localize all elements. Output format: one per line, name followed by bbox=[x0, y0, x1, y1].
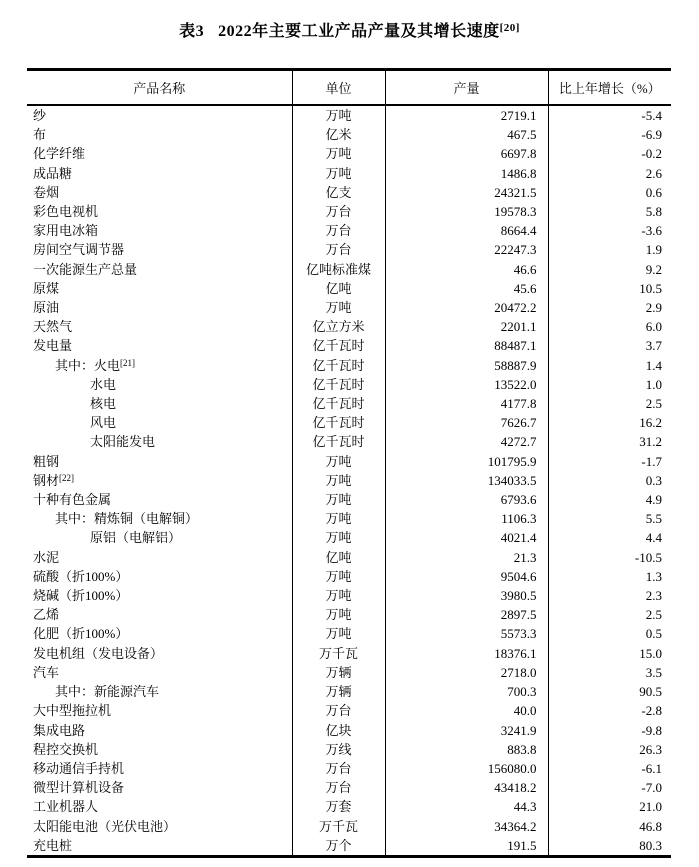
growth-value: 3.7 bbox=[645, 338, 662, 354]
growth-value: -2.8 bbox=[641, 703, 662, 719]
product-name: 化肥（折100%） bbox=[27, 624, 292, 643]
growth-value: 2.6 bbox=[645, 165, 662, 181]
table-row bbox=[27, 317, 671, 336]
product-name: 粗钢 bbox=[27, 452, 292, 471]
growth-value: 31.2 bbox=[639, 434, 662, 450]
unit-value: 亿千瓦时 bbox=[292, 432, 385, 451]
table-row bbox=[27, 183, 671, 202]
growth-value: 21.0 bbox=[639, 799, 662, 815]
output-value: 18376.1 bbox=[385, 644, 548, 663]
output-value: 1486.8 bbox=[385, 164, 548, 183]
product-name: 彩色电视机 bbox=[27, 202, 292, 221]
unit-value: 万台 bbox=[292, 778, 385, 797]
product-name: 家用电冰箱 bbox=[27, 221, 292, 240]
growth-value: -0.2 bbox=[641, 146, 662, 162]
growth-value: 26.3 bbox=[639, 741, 662, 757]
growth-value: 2.5 bbox=[645, 607, 662, 623]
growth-value: 0.5 bbox=[645, 626, 662, 642]
output-value: 13522.0 bbox=[385, 375, 548, 394]
footnote-ref: [21] bbox=[120, 357, 136, 368]
product-name: 原煤 bbox=[27, 279, 292, 298]
product-name: 汽车 bbox=[27, 663, 292, 682]
table-row bbox=[27, 797, 671, 816]
product-name: 微型计算机设备 bbox=[27, 778, 292, 797]
unit-value: 万台 bbox=[292, 759, 385, 778]
table-row bbox=[27, 144, 671, 163]
header-output: 产量 bbox=[385, 70, 548, 106]
table-row bbox=[27, 394, 671, 413]
header-product-name: 产品名称 bbox=[27, 70, 292, 106]
output-value: 4177.8 bbox=[385, 394, 548, 413]
table-row bbox=[27, 490, 671, 509]
unit-value: 亿千瓦时 bbox=[292, 413, 385, 432]
product-name: 集成电路 bbox=[27, 721, 292, 740]
table-row bbox=[27, 279, 671, 298]
footnote-ref: [22] bbox=[59, 472, 75, 483]
output-value: 44.3 bbox=[385, 797, 548, 816]
growth-value: 4.4 bbox=[645, 530, 662, 546]
unit-value: 万千瓦 bbox=[292, 644, 385, 663]
table-row bbox=[27, 644, 671, 663]
product-name: 化学纤维 bbox=[27, 144, 292, 163]
table-row bbox=[27, 336, 671, 355]
unit-value: 亿立方米 bbox=[292, 317, 385, 336]
output-value: 22247.3 bbox=[385, 240, 548, 259]
output-value: 58887.9 bbox=[385, 356, 548, 375]
unit-value: 万吨 bbox=[292, 105, 385, 125]
table-body bbox=[27, 105, 671, 856]
growth-value: -5.4 bbox=[641, 108, 662, 123]
unit-value: 万台 bbox=[292, 202, 385, 221]
table-row bbox=[27, 125, 671, 144]
table-row bbox=[27, 509, 671, 528]
output-value: 43418.2 bbox=[385, 778, 548, 797]
output-value: 2897.5 bbox=[385, 605, 548, 624]
table-row bbox=[27, 701, 671, 720]
product-name: 一次能源生产总量 bbox=[27, 260, 292, 279]
output-value: 467.5 bbox=[385, 125, 548, 144]
unit-value: 万吨 bbox=[292, 298, 385, 317]
table-row bbox=[27, 413, 671, 432]
product-name: 程控交换机 bbox=[27, 740, 292, 759]
table-row bbox=[27, 164, 671, 183]
table-row bbox=[27, 759, 671, 778]
output-value: 34364.2 bbox=[385, 817, 548, 836]
table-row bbox=[27, 105, 671, 125]
unit-value: 万吨 bbox=[292, 605, 385, 624]
unit-value: 万吨 bbox=[292, 452, 385, 471]
table-row bbox=[27, 240, 671, 259]
unit-value: 亿吨 bbox=[292, 279, 385, 298]
product-name: 风电 bbox=[27, 413, 292, 432]
unit-value: 万吨 bbox=[292, 586, 385, 605]
growth-value: 2.3 bbox=[645, 588, 662, 604]
table-row bbox=[27, 356, 671, 375]
table-row bbox=[27, 548, 671, 567]
unit-value: 万千瓦 bbox=[292, 817, 385, 836]
growth-value: 80.3 bbox=[639, 837, 662, 853]
product-name: 卷烟 bbox=[27, 183, 292, 202]
unit-value: 亿吨标准煤 bbox=[292, 260, 385, 279]
product-name: 其中：新能源汽车 bbox=[27, 682, 292, 701]
growth-value: 9.2 bbox=[645, 261, 662, 277]
product-name: 烧碱（折100%） bbox=[27, 586, 292, 605]
growth-value: 3.5 bbox=[645, 664, 662, 680]
unit-value: 万吨 bbox=[292, 164, 385, 183]
product-name: 乙烯 bbox=[27, 605, 292, 624]
growth-value: 1.0 bbox=[645, 376, 662, 392]
growth-value: -7.0 bbox=[641, 780, 662, 796]
output-value: 88487.1 bbox=[385, 336, 548, 355]
product-name: 原油 bbox=[27, 298, 292, 317]
output-value: 6793.6 bbox=[385, 490, 548, 509]
unit-value: 万台 bbox=[292, 221, 385, 240]
table-row bbox=[27, 298, 671, 317]
unit-value: 万吨 bbox=[292, 144, 385, 163]
output-value: 46.6 bbox=[385, 260, 548, 279]
growth-value: 2.9 bbox=[645, 300, 662, 316]
growth-value: 10.5 bbox=[639, 280, 662, 296]
product-name: 原铝（电解铝） bbox=[27, 528, 292, 547]
output-value: 2201.1 bbox=[385, 317, 548, 336]
growth-value: -1.7 bbox=[641, 453, 662, 469]
table-row bbox=[27, 452, 671, 471]
product-name: 核电 bbox=[27, 394, 292, 413]
growth-value: 1.4 bbox=[645, 357, 662, 373]
growth-value: -6.1 bbox=[641, 760, 662, 776]
table-row bbox=[27, 432, 671, 451]
product-name: 成品糖 bbox=[27, 164, 292, 183]
industrial-output-table bbox=[27, 68, 671, 858]
output-value: 6697.8 bbox=[385, 144, 548, 163]
growth-value: 5.8 bbox=[645, 204, 662, 220]
product-name: 十种有色金属 bbox=[27, 490, 292, 509]
unit-value: 万台 bbox=[292, 240, 385, 259]
growth-value: -9.8 bbox=[641, 722, 662, 738]
output-value: 4272.7 bbox=[385, 432, 548, 451]
output-value: 191.5 bbox=[385, 836, 548, 857]
product-name: 纱 bbox=[27, 105, 292, 125]
table-row bbox=[27, 260, 671, 279]
unit-value: 万吨 bbox=[292, 471, 385, 490]
product-name: 布 bbox=[27, 125, 292, 144]
table-row bbox=[27, 375, 671, 394]
page-title bbox=[0, 0, 699, 41]
unit-value: 亿块 bbox=[292, 721, 385, 740]
product-name: 硫酸（折100%） bbox=[27, 567, 292, 586]
unit-value: 万台 bbox=[292, 701, 385, 720]
growth-value: 2.5 bbox=[645, 396, 662, 412]
product-name: 发电量 bbox=[27, 336, 292, 355]
unit-value: 亿千瓦时 bbox=[292, 336, 385, 355]
unit-value: 万套 bbox=[292, 797, 385, 816]
table-row bbox=[27, 605, 671, 624]
unit-value: 亿千瓦时 bbox=[292, 356, 385, 375]
growth-value: 16.2 bbox=[639, 415, 662, 431]
growth-value: 0.3 bbox=[645, 472, 662, 488]
unit-value: 亿米 bbox=[292, 125, 385, 144]
output-value: 156080.0 bbox=[385, 759, 548, 778]
growth-value: 15.0 bbox=[639, 645, 662, 661]
output-value: 20472.2 bbox=[385, 298, 548, 317]
unit-value: 万吨 bbox=[292, 509, 385, 528]
output-value: 21.3 bbox=[385, 548, 548, 567]
table-row bbox=[27, 471, 671, 490]
unit-value: 万吨 bbox=[292, 624, 385, 643]
growth-value: 0.6 bbox=[645, 184, 662, 200]
product-name: 水泥 bbox=[27, 548, 292, 567]
output-value: 3241.9 bbox=[385, 721, 548, 740]
table-row bbox=[27, 567, 671, 586]
unit-value: 亿支 bbox=[292, 183, 385, 202]
title-text: 2022年主要工业产品产量及其增长速度 bbox=[218, 23, 500, 40]
table-row bbox=[27, 586, 671, 605]
table-row bbox=[27, 778, 671, 797]
output-value: 19578.3 bbox=[385, 202, 548, 221]
table-row bbox=[27, 202, 671, 221]
output-value: 2718.0 bbox=[385, 663, 548, 682]
output-value: 4021.4 bbox=[385, 528, 548, 547]
unit-value: 亿千瓦时 bbox=[292, 375, 385, 394]
growth-value: 90.5 bbox=[639, 684, 662, 700]
header-growth: 比上年增长（%） bbox=[548, 70, 671, 106]
table-number: 表3 bbox=[179, 23, 205, 40]
output-value: 700.3 bbox=[385, 682, 548, 701]
product-name: 太阳能发电 bbox=[27, 432, 292, 451]
table-row bbox=[27, 221, 671, 240]
product-name: 太阳能电池（光伏电池） bbox=[27, 817, 292, 836]
output-value: 7626.7 bbox=[385, 413, 548, 432]
growth-value: 4.9 bbox=[645, 492, 662, 508]
table-row bbox=[27, 836, 671, 857]
growth-value: -3.6 bbox=[641, 223, 662, 239]
output-value: 2719.1 bbox=[385, 105, 548, 125]
table-row bbox=[27, 817, 671, 836]
product-name: 房间空气调节器 bbox=[27, 240, 292, 259]
output-value: 9504.6 bbox=[385, 567, 548, 586]
product-name: 大中型拖拉机 bbox=[27, 701, 292, 720]
output-value: 45.6 bbox=[385, 279, 548, 298]
table-row bbox=[27, 740, 671, 759]
unit-value: 万吨 bbox=[292, 490, 385, 509]
unit-value: 万线 bbox=[292, 740, 385, 759]
output-value: 40.0 bbox=[385, 701, 548, 720]
growth-value: -6.9 bbox=[641, 127, 662, 143]
output-value: 3980.5 bbox=[385, 586, 548, 605]
unit-value: 万吨 bbox=[292, 528, 385, 547]
output-value: 5573.3 bbox=[385, 624, 548, 643]
unit-value: 万个 bbox=[292, 836, 385, 857]
growth-value: 1.3 bbox=[645, 568, 662, 584]
product-name: 其中：精炼铜（电解铜） bbox=[27, 509, 292, 528]
unit-value: 万辆 bbox=[292, 682, 385, 701]
output-value: 1106.3 bbox=[385, 509, 548, 528]
output-value: 8664.4 bbox=[385, 221, 548, 240]
growth-value: -10.5 bbox=[634, 549, 662, 565]
growth-value: 46.8 bbox=[639, 818, 662, 834]
output-value: 883.8 bbox=[385, 740, 548, 759]
header-unit: 单位 bbox=[292, 70, 385, 106]
product-name: 水电 bbox=[27, 375, 292, 394]
header-row bbox=[27, 70, 671, 106]
table-row bbox=[27, 528, 671, 547]
growth-value: 6.0 bbox=[645, 319, 662, 335]
unit-value: 亿吨 bbox=[292, 548, 385, 567]
unit-value: 万辆 bbox=[292, 663, 385, 682]
output-value: 134033.5 bbox=[385, 471, 548, 490]
product-name: 天然气 bbox=[27, 317, 292, 336]
product-name: 移动通信手持机 bbox=[27, 759, 292, 778]
product-name: 充电桩 bbox=[27, 836, 292, 857]
growth-value: 5.5 bbox=[645, 511, 662, 527]
table-row bbox=[27, 663, 671, 682]
unit-value: 万吨 bbox=[292, 567, 385, 586]
table-row bbox=[27, 721, 671, 740]
growth-value: 1.9 bbox=[645, 242, 662, 258]
unit-value: 亿千瓦时 bbox=[292, 394, 385, 413]
table-row bbox=[27, 624, 671, 643]
title-footnote-ref: [20] bbox=[499, 22, 520, 34]
output-value: 101795.9 bbox=[385, 452, 548, 471]
output-value: 24321.5 bbox=[385, 183, 548, 202]
table-row bbox=[27, 682, 671, 701]
product-name: 其中：火电[21] bbox=[27, 356, 292, 375]
product-name: 工业机器人 bbox=[27, 797, 292, 816]
product-name: 发电机组（发电设备） bbox=[27, 644, 292, 663]
product-name: 钢材[22] bbox=[27, 471, 292, 490]
